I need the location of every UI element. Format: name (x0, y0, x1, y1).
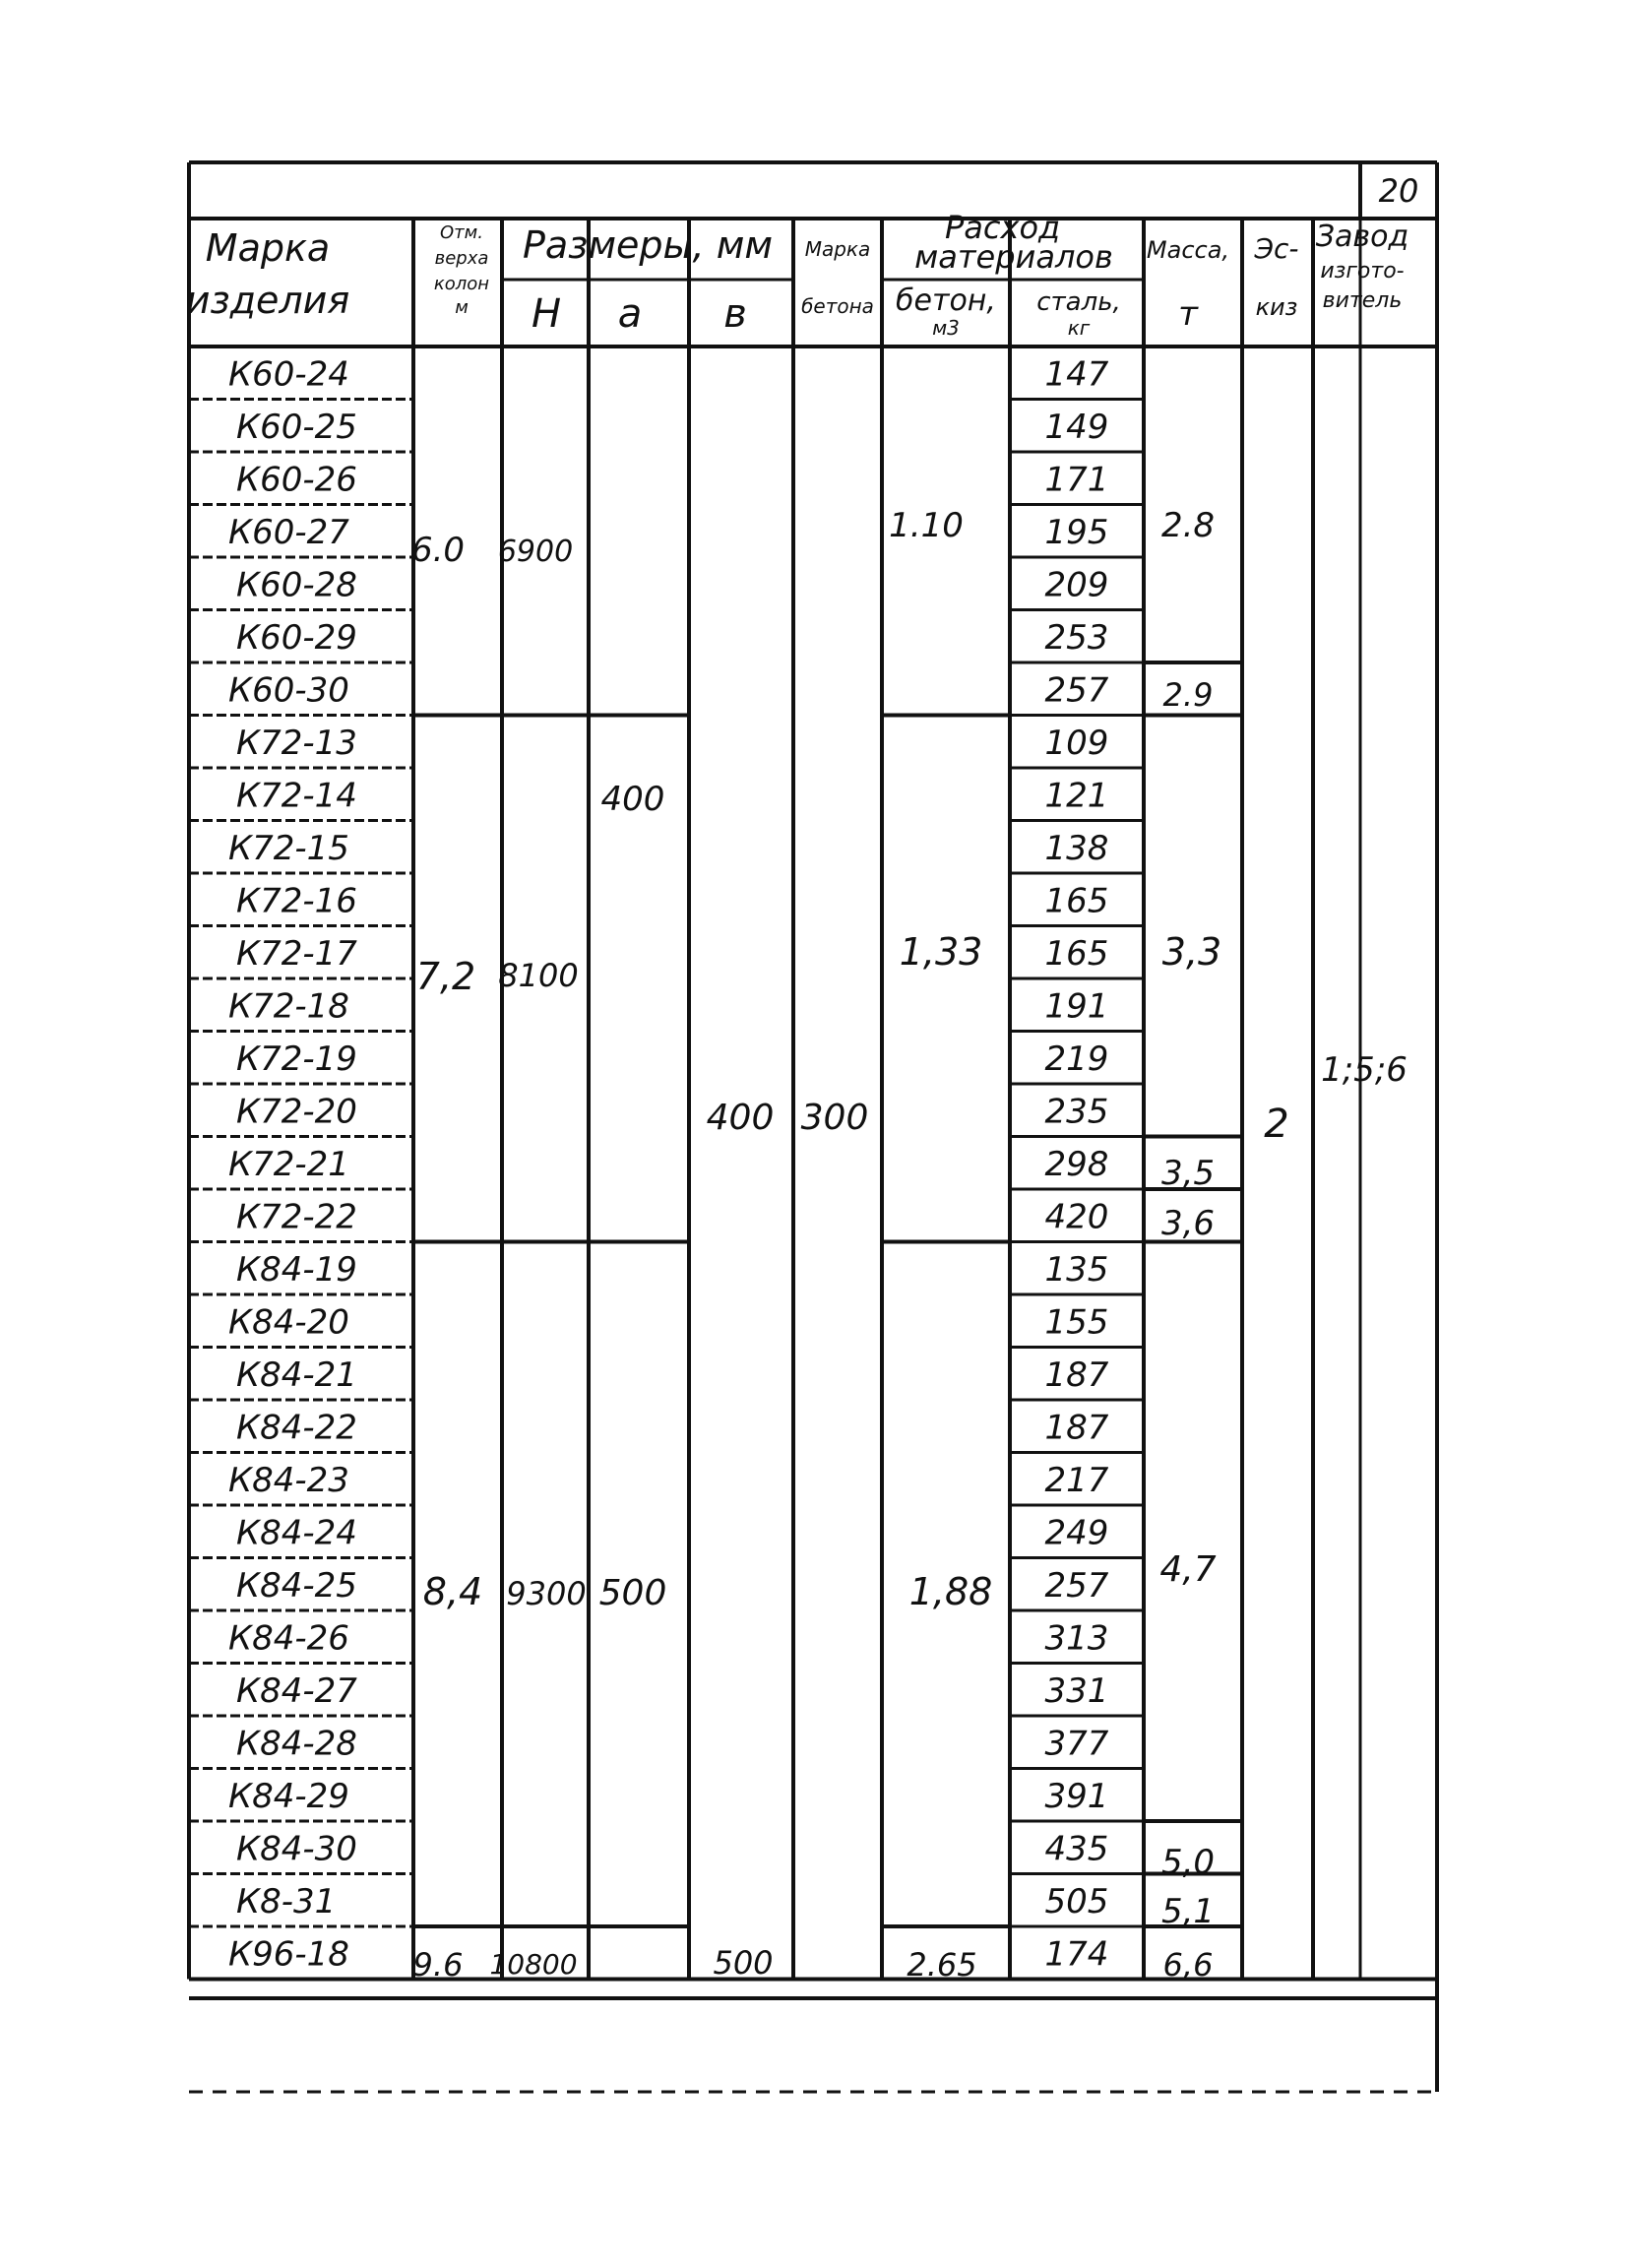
table-row (236, 1093, 1108, 1132)
table-row (236, 777, 1108, 816)
table-row (236, 461, 1108, 500)
row-mark: К60-24 (228, 354, 349, 395)
row-mark: К72-21 (228, 1145, 349, 1185)
table-row (236, 1198, 1108, 1237)
row-steel: 253 (1044, 618, 1109, 659)
table-row (228, 1777, 1108, 1816)
row-mark: К96-18 (228, 1934, 349, 1975)
k72-H: 8100 (498, 957, 579, 994)
row-steel: 331 (1044, 1671, 1109, 1712)
header-factory-line2: изгото- (1320, 259, 1405, 284)
header-concrete-line2: м3 (932, 316, 960, 340)
row-steel: 191 (1044, 986, 1109, 1027)
row-mark: К72-15 (228, 829, 349, 869)
header-steel-line1: сталь, (1036, 287, 1121, 317)
row-steel: 187 (1044, 1408, 1109, 1448)
table-row (228, 513, 1108, 552)
row-steel: 377 (1044, 1724, 1109, 1764)
table-row (228, 1619, 1108, 1659)
row-mark: К8-31 (236, 1882, 337, 1922)
row-mark: К72-17 (236, 934, 357, 975)
k60-H: 6900 (497, 535, 574, 569)
row-steel: 121 (1044, 776, 1109, 816)
header-steel-line2: кг (1067, 316, 1091, 340)
header-mass-line2: т (1178, 294, 1198, 334)
row-mark: К84-23 (228, 1461, 349, 1501)
row-steel: 149 (1044, 408, 1109, 448)
table-row (236, 1830, 1108, 1869)
header-concrete-line1: бетон, (896, 284, 996, 318)
table-header (186, 209, 1437, 346)
header-mass-line1: Масса, (1146, 236, 1230, 264)
header-sketch-line1: Эс- (1254, 232, 1299, 265)
row-steel: 155 (1044, 1302, 1109, 1343)
row-steel: 257 (1044, 670, 1109, 711)
row-mark: К72-16 (236, 881, 357, 921)
row-steel: 249 (1044, 1513, 1109, 1553)
k96-mass: 6,6 (1162, 1946, 1214, 1984)
table-row (236, 1409, 1109, 1448)
k72-mass: 3,3 (1161, 930, 1222, 974)
row-mark: К60-25 (236, 408, 357, 448)
row-mark: К84-29 (228, 1777, 349, 1817)
k72-concrete: 1,33 (899, 930, 983, 974)
k96-b: 500 (713, 1944, 774, 1982)
k84-concrete: 1,88 (908, 1570, 993, 1613)
table-row (228, 1303, 1108, 1343)
k84-mass: 4,7 (1159, 1549, 1217, 1590)
row-steel: 165 (1044, 934, 1109, 975)
header-dimensions: Размеры, мм (522, 223, 774, 267)
row-steel: 187 (1044, 1355, 1109, 1396)
row-mark: К84-21 (236, 1355, 357, 1396)
header-height-line2: верха (434, 248, 489, 269)
k96-height: 9.6 (412, 1946, 464, 1984)
table-row (236, 618, 1108, 658)
header-grade-line2: бетона (801, 294, 874, 318)
k96-concrete: 2.65 (907, 1946, 977, 1984)
k84-mass-30: 5,0 (1160, 1843, 1216, 1882)
k72-mass-22: 3,6 (1160, 1204, 1216, 1243)
page-number: 20 (1378, 172, 1419, 210)
k84-mass-31: 5,1 (1160, 1892, 1216, 1931)
shared-values (601, 780, 1408, 1147)
k60-mass-last: 2.9 (1162, 676, 1214, 714)
table-row (236, 724, 1108, 763)
row-steel: 171 (1044, 460, 1109, 500)
k96-H: 10800 (489, 1948, 578, 1981)
header-dim-b: в (723, 291, 747, 337)
table-row (236, 1040, 1108, 1079)
row-steel: 420 (1044, 1197, 1109, 1237)
row-mark: К84-20 (228, 1302, 349, 1343)
header-dim-a: a (617, 291, 643, 337)
row-steel: 235 (1044, 1092, 1109, 1132)
row-steel: 257 (1044, 1566, 1109, 1606)
row-steel: 505 (1044, 1882, 1109, 1922)
header-factory-line3: витель (1322, 288, 1403, 313)
table-row (236, 408, 1108, 447)
table-row (228, 829, 1108, 868)
header-mark-line1: Марка (205, 226, 331, 270)
row-steel: 313 (1044, 1618, 1109, 1659)
row-mark: К72-20 (236, 1092, 357, 1132)
table-row (236, 1514, 1108, 1553)
row-steel: 109 (1044, 724, 1109, 764)
row-steel: 135 (1044, 1250, 1109, 1291)
row-steel: 435 (1044, 1829, 1109, 1869)
header-consumption-line2: материалов (914, 238, 1113, 276)
row-steel: 209 (1044, 565, 1109, 605)
header-consumption-line1: Расход (945, 209, 1061, 246)
table-row (228, 987, 1108, 1027)
row-mark: К60-27 (228, 513, 349, 553)
k84-a: 500 (598, 1573, 667, 1613)
row-mark: К72-22 (236, 1197, 357, 1237)
row-steel: 298 (1044, 1145, 1109, 1185)
header-height-line1: Отм. (440, 222, 483, 243)
factory-numbers: 1;5;6 (1321, 1050, 1408, 1090)
a-k60-k72: 400 (600, 780, 665, 819)
b-common: 400 (706, 1098, 775, 1138)
header-height-line3: колон (433, 274, 490, 294)
table-row (228, 1145, 1108, 1184)
row-mark: К84-26 (228, 1618, 349, 1659)
table-row (228, 671, 1109, 711)
sketch-number: 2 (1264, 1102, 1289, 1147)
row-steel: 219 (1044, 1040, 1109, 1080)
row-steel: 217 (1044, 1461, 1109, 1501)
concrete-grade: 300 (800, 1098, 869, 1138)
header-height-line4: м (455, 297, 469, 318)
k84-H: 9300 (506, 1575, 587, 1612)
header-grade-line1: Марка (804, 237, 871, 261)
row-steel: 165 (1044, 881, 1109, 921)
row-mark: К84-19 (236, 1250, 357, 1291)
row-mark: К84-30 (236, 1829, 357, 1869)
row-steel: 174 (1044, 1934, 1109, 1975)
k60-concrete: 1.10 (889, 506, 964, 545)
row-mark: К60-29 (236, 618, 357, 659)
row-mark: К72-14 (236, 776, 357, 816)
row-steel: 138 (1044, 829, 1109, 869)
k60-height: 6.0 (410, 531, 466, 570)
table-row (236, 1725, 1109, 1764)
table-row (236, 882, 1108, 921)
table-row (236, 1882, 1108, 1922)
row-steel: 195 (1044, 513, 1109, 553)
header-mark-line2: изделия (185, 279, 350, 322)
row-steel: 391 (1044, 1777, 1109, 1817)
header-dim-H: H (531, 291, 562, 337)
row-mark: К72-13 (236, 724, 357, 764)
k72-mass-21: 3,5 (1160, 1154, 1216, 1193)
row-mark: К84-27 (236, 1671, 357, 1712)
row-steel: 147 (1044, 354, 1109, 395)
row-mark: К60-26 (236, 460, 357, 500)
row-mark: К60-28 (236, 565, 357, 605)
header-factory-line1: Завод (1315, 220, 1409, 254)
row-mark: К72-18 (228, 986, 349, 1027)
row-mark: К72-19 (236, 1040, 357, 1080)
table-row (228, 1461, 1109, 1500)
header-sketch-line2: киз (1255, 293, 1298, 321)
row-mark: К84-22 (236, 1408, 357, 1448)
row-mark: К84-25 (236, 1566, 357, 1606)
k60-mass: 2.8 (1160, 506, 1216, 545)
row-mark: К84-28 (236, 1724, 357, 1764)
table-row (228, 355, 1109, 395)
row-mark: К84-24 (236, 1513, 357, 1553)
k72-height: 7,2 (415, 955, 476, 998)
row-mark: К60-30 (228, 670, 349, 711)
table-row (236, 1250, 1108, 1290)
table-row (236, 1355, 1109, 1395)
k84-height: 8,4 (422, 1570, 483, 1613)
table-row (236, 1671, 1108, 1711)
table-body (228, 355, 1109, 1975)
table-row (236, 566, 1108, 605)
